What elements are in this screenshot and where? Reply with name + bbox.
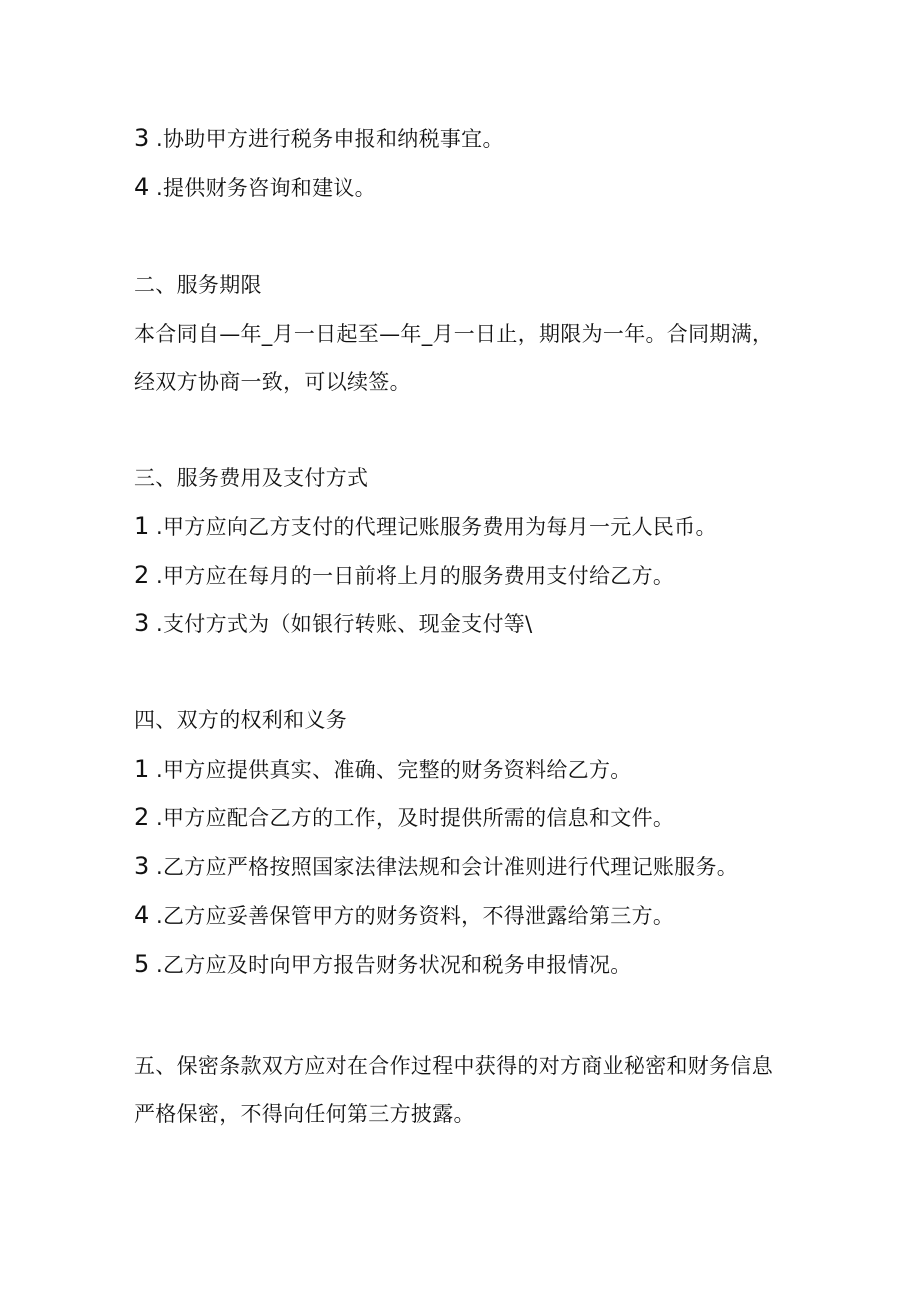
item-text: .协助甲方进行税务申报和纳税事宜。 [156, 127, 504, 151]
item-text: .乙方应妥善保管甲方的财务资料，不得泄露给第三方。 [156, 904, 675, 928]
item-number: 4 [134, 901, 150, 929]
item-text: .乙方应及时向甲方报告财务状况和税务申报情况。 [156, 953, 632, 977]
list-item [134, 901, 674, 930]
item-text: .甲方应配合乙方的工作，及时提供所需的信息和文件。 [156, 806, 675, 830]
list-item [134, 803, 674, 832]
list-item [134, 852, 738, 881]
section-heading: 二、服务期限 [134, 273, 262, 297]
item-text: .提供财务咨询和建议。 [156, 176, 376, 200]
item-text: .甲方应提供真实、准确、完整的财务资料给乙方。 [156, 758, 632, 782]
list-item [134, 950, 632, 979]
paragraph-line: 严格保密，不得向任何第三方披露。 [134, 1102, 475, 1126]
item-number: 2 [134, 803, 150, 831]
paragraph-line: 本合同自—年_月一日起至—年_月一日止，期限为一年。合同期满， [134, 322, 774, 346]
item-text: .支付方式为（如银行转账、现金支付等\ [156, 612, 533, 636]
list-item [134, 173, 376, 202]
item-text: .乙方应严格按照国家法律法规和会计准则进行代理记账服务。 [156, 855, 739, 879]
item-number: 3 [134, 852, 150, 880]
item-number: 5 [134, 950, 150, 978]
item-number: 3 [134, 124, 150, 152]
item-number: 3 [134, 609, 150, 637]
section-heading: 四、双方的权利和义务 [134, 708, 347, 732]
list-item [134, 124, 504, 153]
paragraph-line: 五、保密条款双方应对在合作过程中获得的对方商业秘密和财务信息 [134, 1054, 773, 1078]
section-heading: 三、服务费用及支付方式 [134, 466, 369, 490]
item-number: 1 [134, 755, 150, 783]
list-item [134, 561, 674, 590]
item-text: .甲方应向乙方支付的代理记账服务费用为每月一元人民币。 [156, 515, 717, 539]
item-number: 4 [134, 173, 150, 201]
paragraph-line: 经双方协商一致，可以续签。 [134, 370, 411, 394]
item-number: 1 [134, 512, 150, 540]
item-number: 2 [134, 561, 150, 589]
item-text: .甲方应在每月的一日前将上月的服务费用支付给乙方。 [156, 564, 675, 588]
list-item [134, 755, 632, 784]
list-item [134, 512, 717, 541]
list-item [134, 609, 532, 638]
